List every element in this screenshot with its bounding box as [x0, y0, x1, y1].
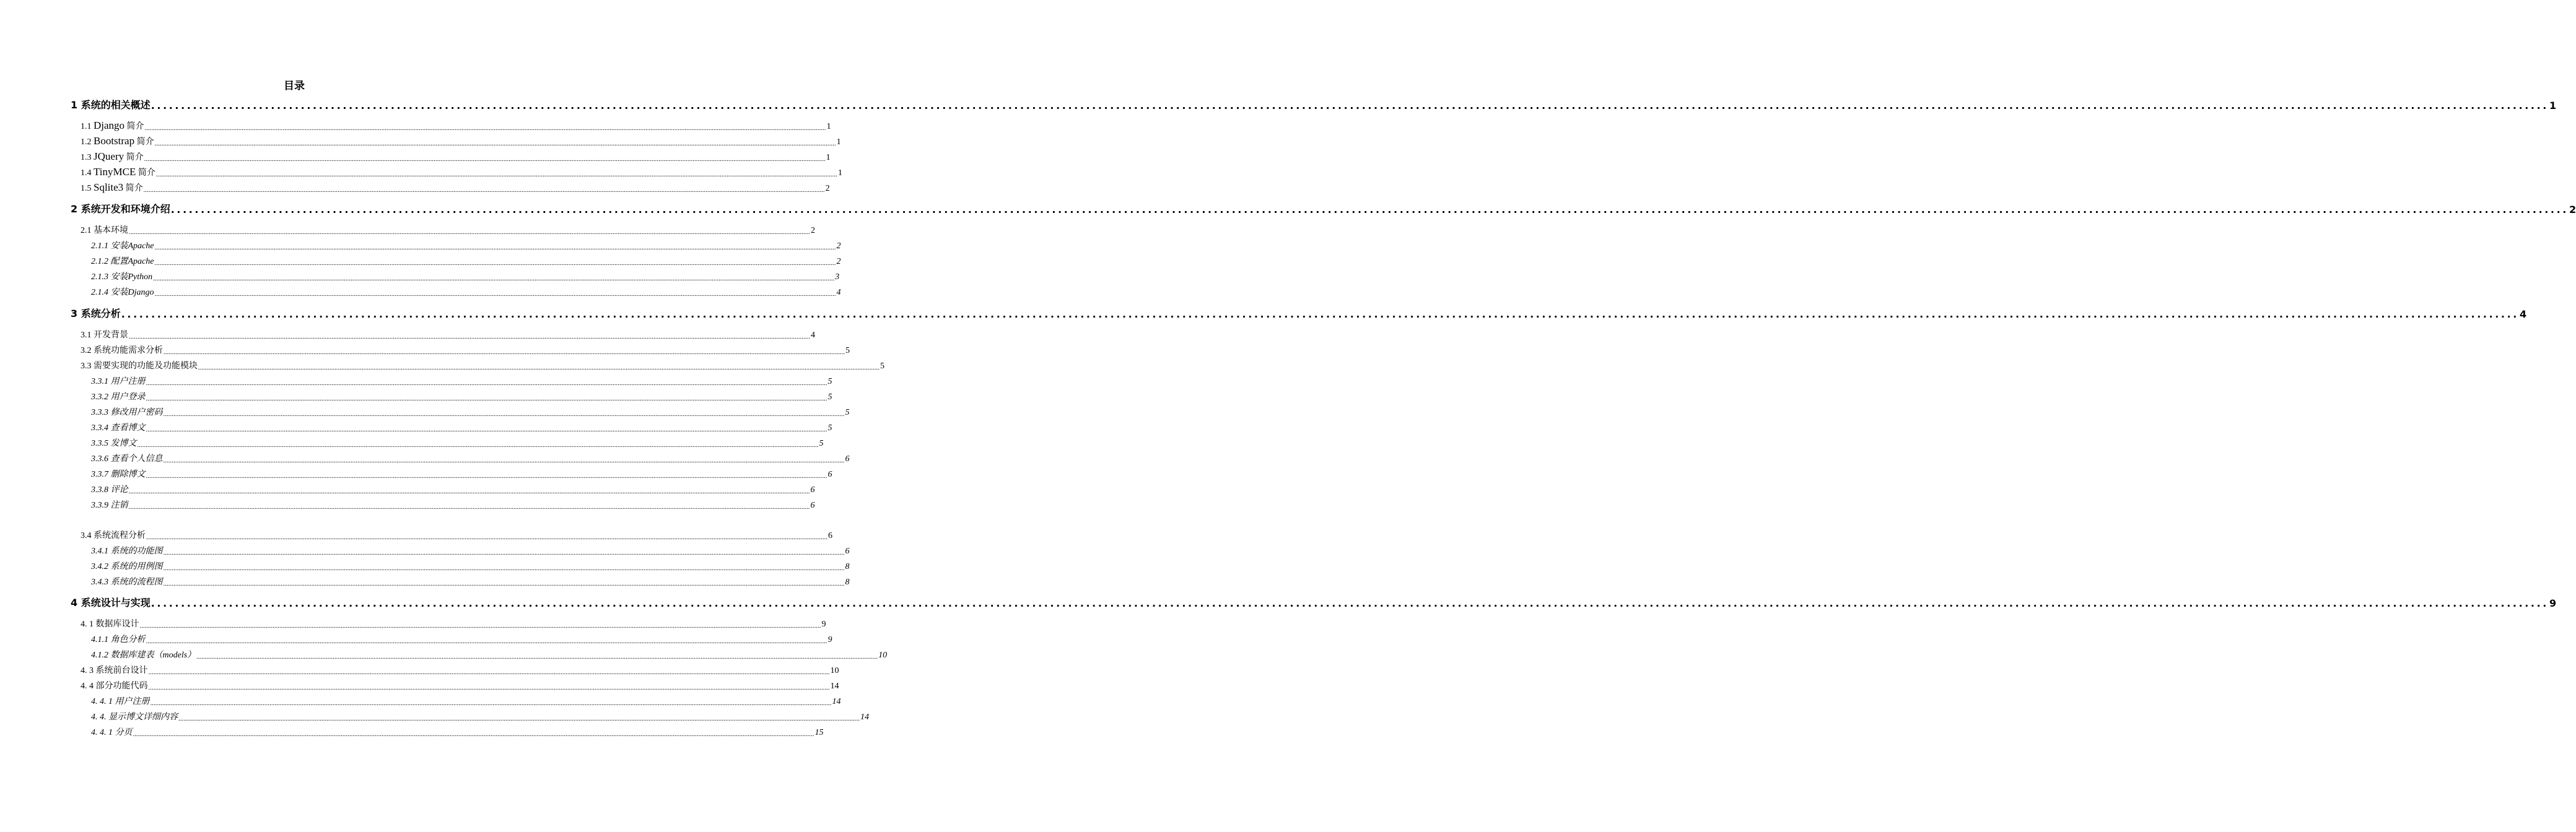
- dot-leader: ................................................................................................................................................................................................................................................................................................................................................................................................................: [146, 638, 827, 645]
- toc-page-number: 1: [2549, 100, 2557, 111]
- dot-leader: ................................................................................................................................................................................................................................................................................................................................................................................................................: [129, 228, 810, 236]
- toc-entry-label: 3.3.6 查看个人信息: [91, 454, 163, 464]
- toc-entry[interactable]: [91, 285, 841, 298]
- toc-page-number: 2: [825, 184, 830, 193]
- toc-entry-label: [81, 166, 155, 178]
- toc-entry-label: 3.3.9 注销: [91, 501, 128, 510]
- toc-entry[interactable]: [71, 98, 2557, 111]
- dot-leader: ................................................................................................................................................................................................................................................................................................................................................................................................................: [154, 140, 836, 147]
- dot-leader: ................................................................................................................................................................................................................................................................................................................................................................................................................: [178, 715, 860, 722]
- dot-leader: ................................................................................................................................................................................................................................................................................................................................................................................................................: [148, 684, 830, 691]
- toc-entry[interactable]: [91, 421, 832, 433]
- dot-leader: ................................................................................................................................................................................................................................................................................................................................................................................................................: [146, 395, 827, 402]
- toc-page-number: 6: [845, 547, 850, 556]
- toc-entry-label: 3.2 系统功能需求分析: [81, 346, 163, 355]
- toc-entry-label: 2.1.4 安装Django: [91, 288, 154, 297]
- toc-page-number: 2: [836, 241, 841, 251]
- dot-leader: ................................................................................................................................................................................................................................................................................................................................................................................................................: [154, 259, 836, 267]
- toc-entry[interactable]: [71, 202, 2576, 215]
- toc-entry[interactable]: [81, 664, 839, 676]
- toc-entry-label: 4.1.2 数据库建表（models）: [91, 651, 196, 660]
- toc-entry[interactable]: [91, 726, 824, 738]
- toc-entry-suffix: 简介: [125, 184, 143, 193]
- dot-leader: ................................................................................................................................................................................................................................................................................................................................................................................................................: [137, 441, 819, 449]
- toc-page-number: 10: [830, 666, 839, 675]
- toc-entry[interactable]: [81, 166, 842, 178]
- dot-leader: ................................................................................................................................................................................................................................................................................................................................................................................................................: [196, 653, 878, 661]
- dot-leader: ................................................................................................................................................................................................................................................................................................................................................................................................................: [154, 244, 836, 251]
- toc-entry[interactable]: [81, 359, 884, 371]
- toc-page-number: 5: [827, 423, 832, 433]
- toc-page-number: 9: [2549, 597, 2557, 609]
- dot-leader: ................................................................................................................................................................................................................................................................................................................................................................................................................: [144, 155, 826, 163]
- toc-entry-label: 4.1.1 角色分析: [91, 635, 146, 644]
- toc-entry-label: 3.4.1 系统的功能图: [91, 547, 163, 556]
- toc-entry[interactable]: [71, 306, 2527, 320]
- toc-entry[interactable]: [81, 135, 841, 147]
- toc-page-number: 1: [826, 122, 831, 131]
- dot-leader: ................................................................................................................................................................................................................................................................................................................................................................................................................: [133, 730, 814, 738]
- toc-entry-label: 3.4.3 系统的流程图: [91, 578, 163, 587]
- toc-page-number: 6: [827, 470, 832, 479]
- toc-entry-suffix: 简介: [126, 153, 144, 162]
- toc-entry-label: 2.1.3 安装Python: [91, 272, 153, 282]
- toc-entry-name: Django: [94, 119, 125, 131]
- toc-entry-number: 1.2: [81, 137, 92, 147]
- toc-page-number: 8: [845, 578, 850, 587]
- dot-leader: ................................................................................................................................................................................................................................................................................................................................................................................................................: [164, 349, 845, 356]
- toc-entry[interactable]: [91, 695, 841, 707]
- toc-entry[interactable]: [91, 375, 832, 387]
- toc-page-number: 1: [836, 137, 841, 147]
- toc-entry-label: 4. 1 数据库设计: [81, 620, 139, 629]
- toc-entry[interactable]: [91, 498, 815, 511]
- dot-leader: ................................................................................................................................................................................................................................................................................................................................................................................................................: [146, 426, 827, 433]
- toc-entry-label: [81, 135, 154, 147]
- dot-leader: ................................................................................................................................................................................................................................................................................................................................................................................................................: [146, 534, 827, 541]
- toc-entry-number: 1.4: [81, 168, 92, 178]
- toc-entry[interactable]: [91, 633, 832, 645]
- toc-entry-name: Bootstrap: [94, 135, 135, 147]
- dot-leader: ................................................................................................................................................................................................................................................................................................................................................................................................................: [139, 622, 821, 630]
- toc-entry[interactable]: [81, 344, 850, 356]
- toc-entry[interactable]: [91, 270, 840, 282]
- toc-entry-name: JQuery: [94, 150, 124, 162]
- dot-leader: ................................................................................................................................................................................................................................................................................................................................................................................................................: [198, 364, 880, 371]
- toc-entry[interactable]: [81, 328, 815, 340]
- toc-page-number: 6: [810, 485, 815, 495]
- dot-leader: ................................................................................................................................................................................................................................................................................................................................................................................................................: [146, 379, 827, 387]
- toc-entry-label: 2.1 基本环境: [81, 226, 128, 235]
- toc-entry[interactable]: [81, 150, 831, 163]
- toc-entry[interactable]: [81, 529, 832, 541]
- toc-entry-label: [81, 150, 144, 163]
- toc-page-number: 2: [2569, 204, 2576, 215]
- toc-page-number: 10: [878, 651, 888, 660]
- toc-entry-label: [81, 119, 144, 132]
- toc-entry[interactable]: [91, 710, 869, 722]
- toc-entry-label: 4 系统设计与实现: [71, 597, 151, 609]
- toc-entry[interactable]: [81, 119, 831, 132]
- dot-leader: ................................................................................................................................................................................................................................................................................................................................................................................................................: [150, 700, 832, 707]
- toc-entry-number: 1.3: [81, 153, 92, 162]
- toc-page-number: 5: [845, 408, 850, 417]
- toc-page-number: 5: [827, 377, 832, 386]
- toc-entry-number: 1.1: [81, 122, 92, 131]
- toc-entry-label: 4. 4. 1 分页: [91, 728, 133, 737]
- toc-page-number: 1: [826, 153, 831, 162]
- dot-leader: ................................................................................................................................................................................................................................................................................................................................................................................................................: [163, 580, 845, 587]
- toc-entry-label: 3 系统分析: [71, 308, 121, 319]
- toc-page-number: 2: [811, 226, 815, 235]
- toc-page-number: 5: [880, 362, 884, 371]
- toc-entry-name: Sqlite3: [94, 181, 124, 193]
- toc-entry-label: 3.3.7 删除博文: [91, 470, 146, 479]
- dot-leader: ................................................................................................................................................................................................................................................................................................................................................................................................................: [128, 488, 810, 495]
- toc-entry[interactable]: [91, 239, 841, 251]
- dot-leader: ................................................................................................................................................................................................................................................................................................................................................................................................................: [155, 171, 837, 178]
- toc-entry[interactable]: [81, 617, 826, 630]
- toc-entry-label: 2 系统开发和环境介绍: [71, 203, 170, 215]
- toc-entry-label: 3.3.4 查看博文: [91, 423, 146, 433]
- dot-leader: ................................................................................................................................................................................................................................................................................................................................................................................................................: [154, 290, 836, 298]
- toc-entry-label: 3.4 系统流程分析: [81, 531, 146, 540]
- toc-page-number: 9: [821, 620, 826, 629]
- toc-page-number: 3: [835, 272, 840, 282]
- toc-page-number: 5: [827, 392, 832, 402]
- dot-leader: ................................................................................................................................................................................................................................................................................................................................................................................................................: [163, 410, 845, 418]
- toc-page-number: 5: [845, 346, 850, 355]
- toc-entry[interactable]: [81, 223, 815, 236]
- toc-entry-name: TinyMCE: [94, 166, 136, 178]
- toc-entry[interactable]: [91, 452, 850, 464]
- dot-leader: ................................................................................................................................................................................................................................................................................................................................................................................................................: [163, 549, 845, 557]
- toc-page-number: 1: [837, 168, 842, 178]
- toc-entry[interactable]: [81, 679, 839, 691]
- dot-leader: ................................................................................................................................................................................................................................................................................................................................................................................................................: [148, 669, 830, 676]
- toc-page-number: 6: [828, 531, 832, 540]
- toc-entry[interactable]: [91, 483, 815, 495]
- toc-entry[interactable]: [91, 436, 824, 449]
- toc-entry-label: 3.1 开发背景: [81, 331, 128, 340]
- toc-entry-label: 3.3.3 修改用户密码: [91, 408, 163, 417]
- toc-page-number: 4: [836, 288, 841, 297]
- toc-entry-label: 1 系统的相关概述: [71, 99, 151, 111]
- dot-leader: ................................................................................................................................................................................................................................................................................................................................................................................................................: [144, 124, 826, 132]
- dot-leader: ................................................................................................................................................................................................................................................................................................................................................................................................................: [163, 457, 845, 464]
- dot-leader: ................................................................................................................................................................................................................................................................................................................................................................................................................: [170, 204, 2569, 215]
- toc-page-number: 8: [845, 562, 850, 571]
- toc-entry-number: 1.5: [81, 184, 92, 193]
- toc-entry-label: 4. 4. 1 用户注册: [91, 697, 150, 706]
- toc-entry[interactable]: [91, 405, 850, 418]
- toc-entry-label: 3.4.2 系统的用例图: [91, 562, 163, 571]
- toc-entry[interactable]: [91, 390, 832, 402]
- toc-entry-label: 2.1.2 配置Apache: [91, 257, 154, 266]
- toc-entry-label: 4. 4. 显示博文详细内容: [91, 713, 178, 722]
- toc-page-number: 4: [811, 331, 815, 340]
- toc-page-number: 6: [810, 501, 815, 510]
- toc-page-number: 5: [819, 439, 824, 448]
- toc-entry-label: 3.3.8 评论: [91, 485, 128, 495]
- toc-entry-label: 3.3.2 用户登录: [91, 392, 146, 402]
- dot-leader: ................................................................................................................................................................................................................................................................................................................................................................................................................: [151, 100, 2549, 111]
- toc-entry-suffix: 简介: [126, 122, 144, 131]
- toc-entry[interactable]: [81, 181, 830, 194]
- toc-entry-label: 3.3 需要实现的功能及功能模块: [81, 362, 198, 371]
- toc-page-number: 14: [860, 713, 869, 722]
- dot-leader: ................................................................................................................................................................................................................................................................................................................................................................................................................: [128, 503, 810, 511]
- toc-entry-label: 4. 4 部分功能代码: [81, 682, 148, 691]
- toc-entry-label: 4. 3 系统前台设计: [81, 666, 148, 675]
- dot-leader: ................................................................................................................................................................................................................................................................................................................................................................................................................: [153, 275, 835, 282]
- toc-entry-label: [81, 181, 143, 194]
- toc-page-number: 14: [832, 697, 841, 706]
- toc-entry[interactable]: [91, 560, 850, 572]
- toc-entry[interactable]: [91, 467, 832, 480]
- toc-title: 目录: [284, 80, 305, 92]
- dot-leader: ................................................................................................................................................................................................................................................................................................................................................................................................................: [143, 186, 825, 194]
- toc-entry[interactable]: [91, 648, 888, 661]
- toc-page-number: 2: [836, 257, 841, 266]
- toc-entry[interactable]: [91, 254, 841, 267]
- toc-page-number: 14: [830, 682, 839, 691]
- toc-entry-suffix: 简介: [136, 137, 154, 147]
- toc-entry-label: 2.1.1 安装Apache: [91, 241, 154, 251]
- dot-leader: ................................................................................................................................................................................................................................................................................................................................................................................................................: [163, 565, 845, 572]
- toc-entry-suffix: 简介: [138, 168, 155, 178]
- toc-page-number: 4: [2519, 308, 2527, 320]
- dot-leader: ................................................................................................................................................................................................................................................................................................................................................................................................................: [151, 597, 2549, 609]
- toc-page-number: 6: [845, 454, 850, 464]
- dot-leader: ................................................................................................................................................................................................................................................................................................................................................................................................................: [121, 308, 2519, 320]
- toc-entry-label: 3.3.1 用户注册: [91, 377, 146, 386]
- toc-entry[interactable]: [91, 544, 850, 557]
- toc-entry-label: 3.3.5 发博文: [91, 439, 137, 448]
- dot-leader: ................................................................................................................................................................................................................................................................................................................................................................................................................: [129, 333, 810, 340]
- toc-entry[interactable]: [71, 596, 2557, 609]
- toc-entry[interactable]: [91, 575, 850, 587]
- toc-page-number: 15: [814, 728, 824, 737]
- toc-page-number: 9: [827, 635, 832, 644]
- dot-leader: ................................................................................................................................................................................................................................................................................................................................................................................................................: [146, 472, 827, 480]
